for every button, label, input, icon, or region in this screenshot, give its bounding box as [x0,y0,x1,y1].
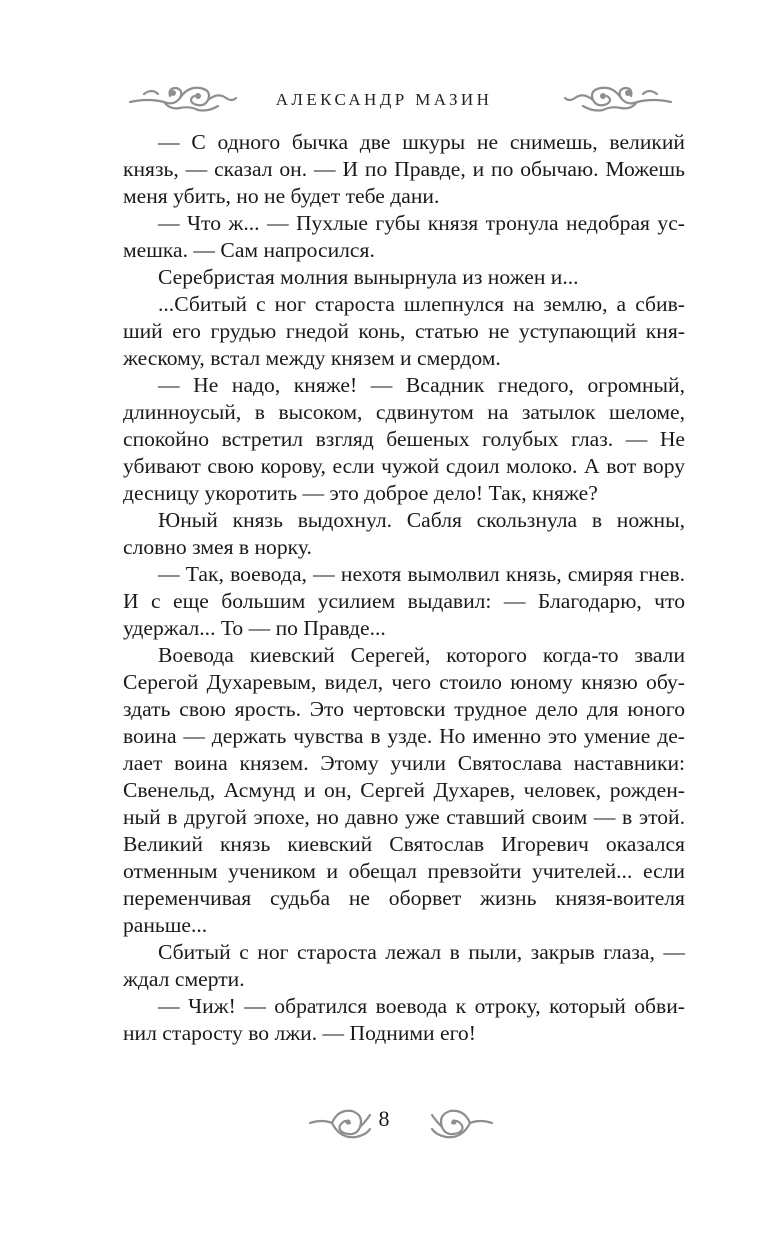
vignette-ornament-icon [430,1103,494,1143]
paragraph: — Чиж! — обратился воевода к отроку, который обвинил старосту во лжи. — Подними его! [123,994,685,1045]
paragraph: ...Сбитый с ног староста шлепнулся на землю, а сбивший его грудью гнедой конь, статью не уступающий княжескому, встал между князем и смердом. [123,292,685,370]
paragraph: Воевода киевский Серегей, которого когда-то звали Серегой Духаревым, видел, чего стоило юному князю обуздать свою ярость. Это чертовски трудное дело для юного воина — держать чувства в узде. Но именно это умение делает воина князем. Этому учили Святослава наставники: Свенельд, Асмунд и он, Сергей Духарев, человек, рожденный в другой эпохе, но давно уже ставший своим — в этой. Великий князь киевский Святослав Игоревич оказался отменным учеником и обещал превзойти учителей... если переменчивая судьба не оборвет жизнь князя-воителя раньше... [123,643,685,937]
running-header [0,72,768,122]
page-footer [0,1100,768,1150]
main-text [123,129,685,1047]
paragraph: — Так, воевода, — нехотя вымолвил князь, смиряя гнев. И с еще большим усилием выдавил: — Благодарю, что удержал... То — по Правде... [123,562,685,640]
vignette-ornament-icon [563,76,673,116]
paragraph: — Не надо, княже! — Всадник гнедого, огромный, длинноусый, в высоком, сдвинутом на затылок шеломе, спокойно встретил взгляд бешеных голубых глаз. — Не убивают свою корову, если чужой сдоил молоко. А вот вору десницу укоротить — это доброе дело! Так, княже? [123,373,685,505]
paragraph: Юный князь выдохнул. Сабля скользнула в ножны, словно змея в норку. [123,508,685,559]
paragraph: — Что ж... — Пухлые губы князя тронула недобрая усмешка. — Сам напросился. [123,211,685,262]
page-number: 8 [378,1106,390,1131]
paragraph: Серебристая молния вынырнула из ножен и... [158,265,579,289]
paragraph: Сбитый с ног староста лежал в пыли, закрыв глаза, — ждал смерти. [123,940,685,991]
paragraph: — С одного бычка две шкуры не снимешь, великий князь, — сказал он. — И по Правде, и по обычаю. Можешь меня убить, но не будет тебе дани. [123,130,685,208]
book-author-header: АЛЕКСАНДР МАЗИН [275,90,493,109]
vignette-ornament-icon [308,1103,372,1143]
